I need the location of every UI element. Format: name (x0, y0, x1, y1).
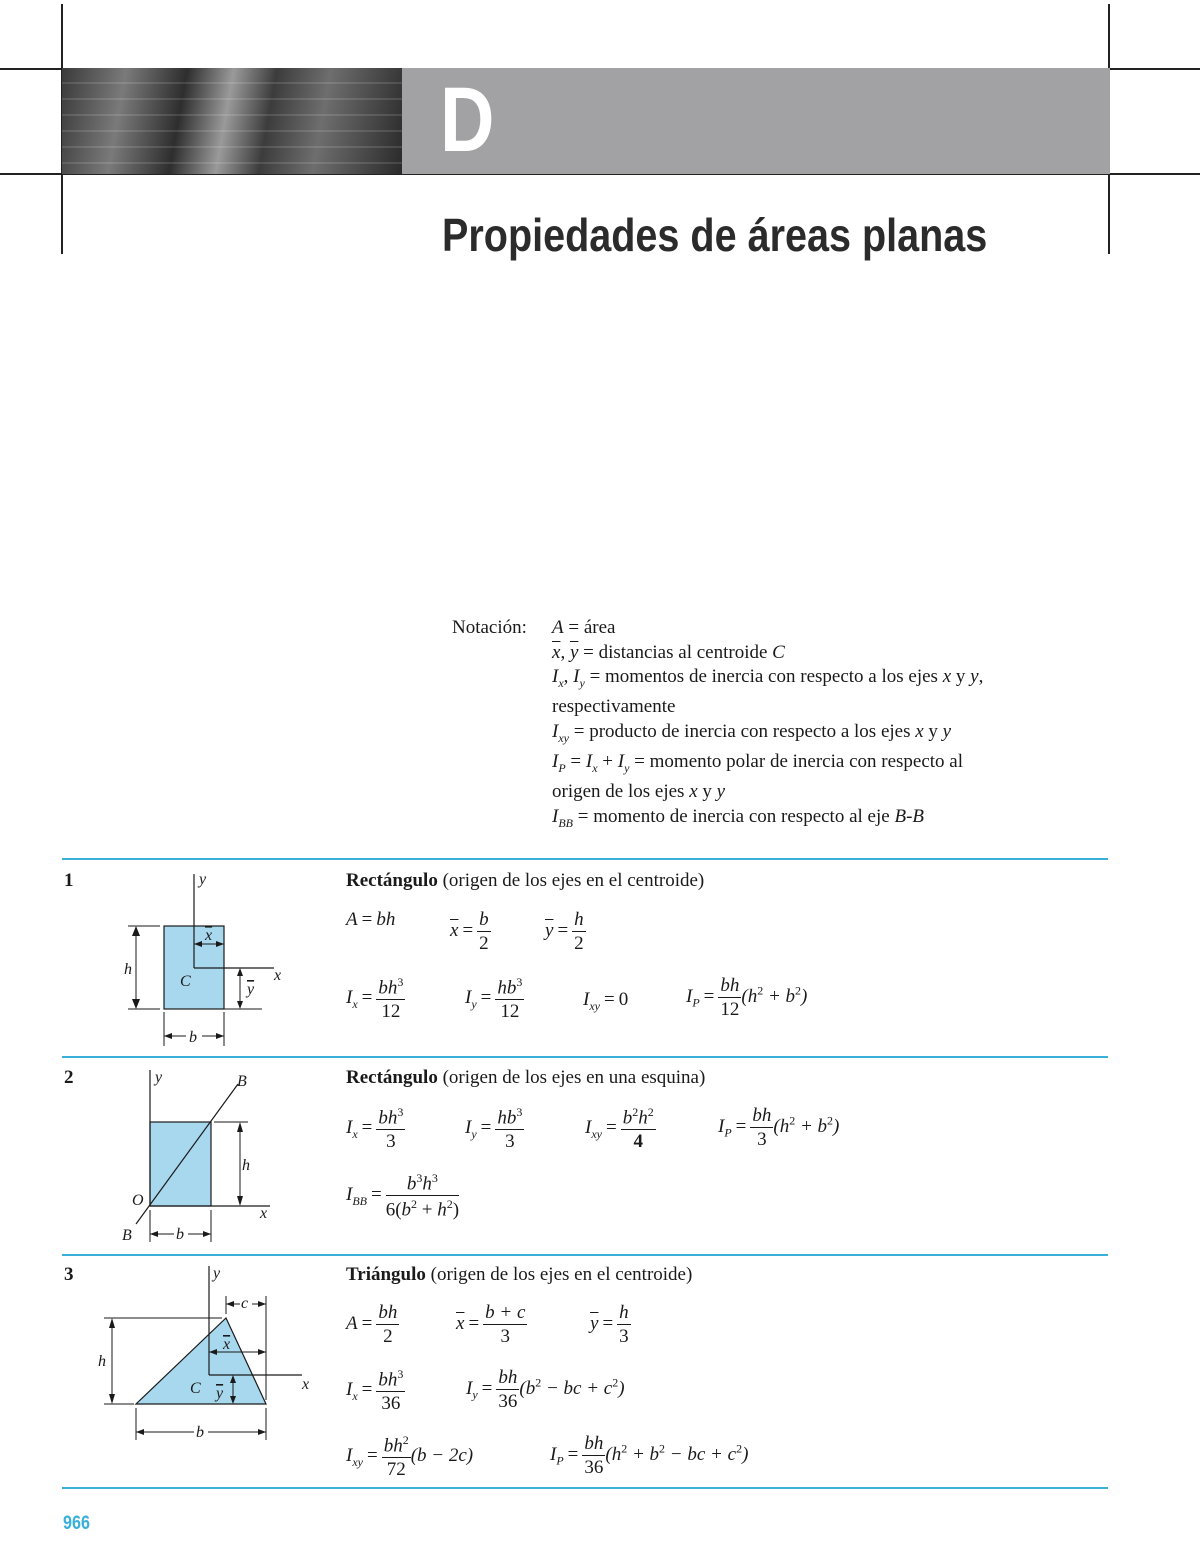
formula: A = $\frac{bh}{2}$ (346, 1302, 398, 1347)
formula: $I_x$ = $\frac{bh^3}{3}$ (346, 1105, 404, 1153)
svg-text:y: y (155, 1069, 163, 1086)
svg-text:O: O (132, 1192, 144, 1209)
formula: A = bh (346, 909, 396, 930)
svg-text:y: y (199, 871, 207, 888)
section-number: 3 (64, 1264, 74, 1285)
svg-text:h: h (242, 1157, 250, 1174)
formula: $I_{xy} = 0$ (583, 989, 629, 1013)
notation-line: respectivamente (552, 696, 676, 718)
svg-text:h: h (124, 961, 132, 978)
formula: $\overline{y}$ = $\frac{h}{2}$ (545, 909, 584, 954)
appendix-letter: D (440, 69, 495, 171)
page-number: 966 (63, 1513, 90, 1534)
svg-text:x: x (223, 1336, 231, 1353)
rectangle-corner-diagram (110, 1062, 300, 1248)
svg-text:b: b (196, 1424, 204, 1441)
svg-text:x: x (205, 927, 213, 944)
notation-line: origen de los ejes x y y (552, 781, 726, 803)
header-photo (62, 68, 402, 174)
notation-line: $I_{xy}$ = producto de inercia con respecto a los ejes x y y (552, 720, 952, 745)
svg-text:y: y (216, 1385, 224, 1402)
formula: $I_P$ = $\frac{bh}{12}$ $(h^2 + b^2)$ (686, 975, 808, 1020)
section-number: 2 (64, 1067, 74, 1088)
section-number: 1 (64, 870, 74, 891)
formula: $I_{xy}$ = $\frac{bh^2}{72}$ (b − 2c) (346, 1433, 474, 1481)
svg-text:x: x (302, 1376, 310, 1393)
triangle-diagram (90, 1260, 330, 1450)
section-divider (62, 1056, 1108, 1058)
formula: $I_x$ = $\frac{bh^3}{12}$ (346, 975, 404, 1023)
header-bar (402, 68, 1110, 174)
section-divider (62, 1487, 1108, 1489)
svg-text:B: B (122, 1227, 132, 1244)
svg-text:x: x (274, 967, 282, 984)
svg-text:C: C (190, 1380, 201, 1397)
section-divider (62, 1254, 1108, 1256)
svg-text:y: y (247, 981, 255, 998)
svg-text:b: b (189, 1029, 197, 1046)
notation-line: $I_P = I_x + I_y$ = momento polar de inercia con respecto al (552, 751, 964, 775)
formula: $\overline{y}$ = $\frac{h}{3}$ (590, 1302, 629, 1347)
notation-line: $I_{BB}$ = momento de inercia con respecto al eje B-B (552, 805, 924, 830)
svg-text:b: b (176, 1226, 184, 1243)
notation-label: Notación: (452, 617, 527, 638)
formula: $\overline{x}$ = $\frac{b}{2}$ (450, 909, 489, 954)
page-title: Propiedades de áreas planas (442, 209, 988, 261)
section-title: Triángulo (origen de los ejes en el centroide) (346, 1264, 693, 1285)
formula: $I_y$ = $\frac{bh}{36}$ ($b^2$ − bc + $c^2$) (466, 1367, 625, 1412)
formula: $I_y$ = $\frac{hb^3}{3}$ (465, 1105, 523, 1153)
formula: $I_x$ = $\frac{bh^3}{36}$ (346, 1367, 404, 1415)
svg-text:c: c (241, 1295, 249, 1312)
formula: $I_P$ = $\frac{bh}{3}$ $(h^2 + b^2)$ (718, 1105, 840, 1150)
notation-line: $I_x$, $I_y$ = momentos de inercia con respecto a los ejes x y y, (552, 666, 984, 690)
section-title: Rectángulo (origen de los ejes en una esquina) (346, 1067, 706, 1088)
formula: $I_P$ = $\frac{bh}{36}$ ($h^2 + b^2$ − bc + $c^2$) (550, 1433, 749, 1478)
svg-text:B: B (237, 1073, 247, 1090)
notation-line: $\overline{x}$, $\overline{y}$ = distancias al centroide C (552, 641, 785, 663)
rectangle-centroid-diagram (110, 866, 300, 1052)
section-divider (62, 858, 1108, 860)
formula: $I_y$ = $\frac{hb^3}{12}$ (465, 975, 523, 1023)
notation-line: A = área (552, 617, 616, 638)
formula: $I_{BB}$ = $\frac{b^3h^3}{6(b^2 + h^2)}$ (346, 1171, 460, 1221)
section-title: Rectángulo (origen de los ejes en el centroide) (346, 870, 705, 891)
formula: $\overline{x}$ = $\frac{b + c}{3}$ (456, 1302, 526, 1347)
svg-text:y: y (213, 1265, 221, 1282)
svg-text:x: x (260, 1205, 268, 1222)
formula: $I_{xy}$ = $\frac{b^2h^2}{4}$ (585, 1105, 654, 1153)
svg-text:h: h (98, 1353, 106, 1370)
svg-text:C: C (180, 973, 191, 990)
